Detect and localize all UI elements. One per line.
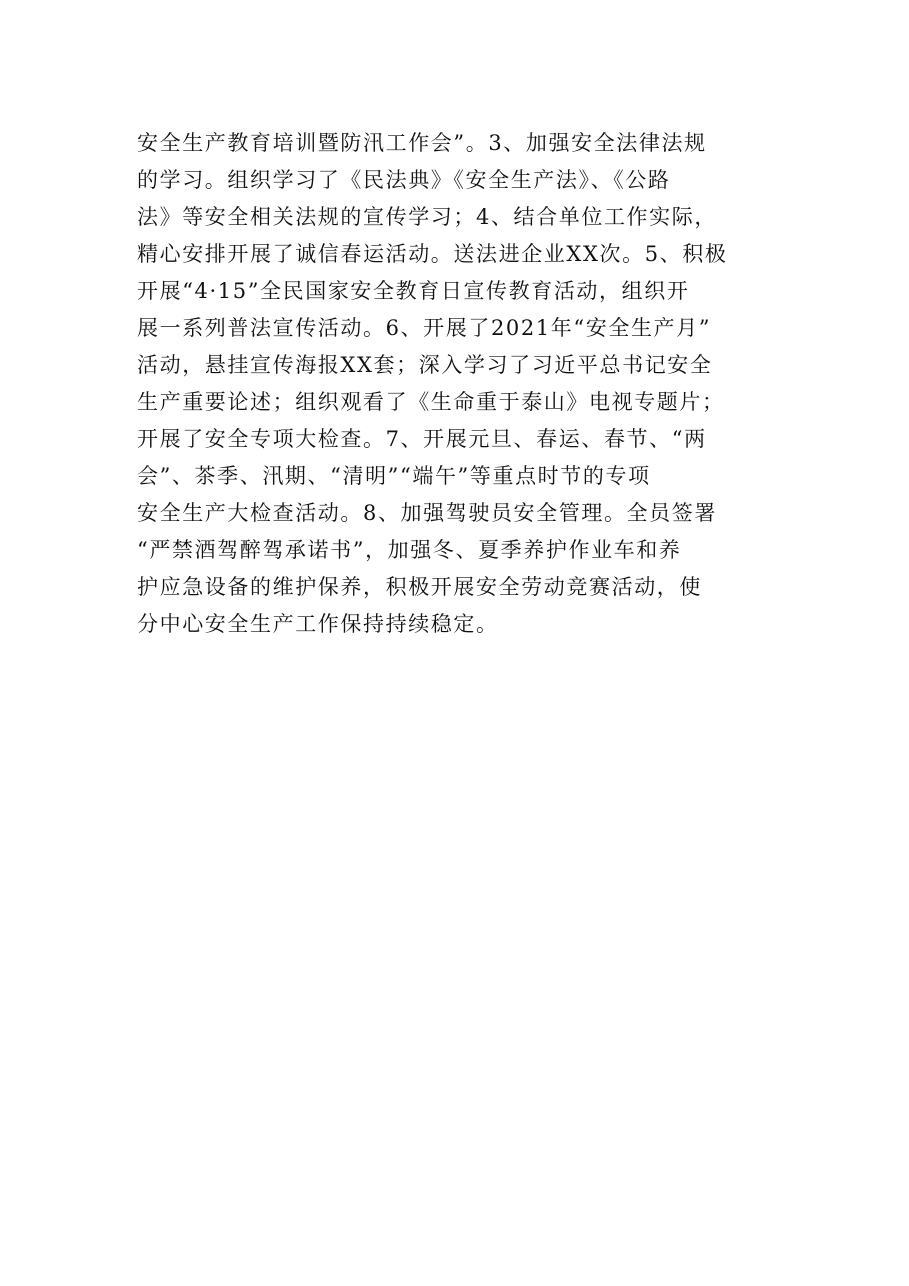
text-line: 会”、茶季、汛期、“清明”“端午”等重点时节的专项 xyxy=(137,464,651,488)
text-line: 的学习。组织学习了《民法典》《安全生产法》、《公路 xyxy=(137,168,671,192)
text-line: 安全生产大检查活动。8、加强驾驶员安全管理。全员签署 xyxy=(137,501,717,525)
text-line: 展一系列普法宣传活动。6、开展了2021年“安全生产月” xyxy=(137,316,712,340)
text-line: 生产重要论述；组织观看了《生命重于泰山》电视专题片； xyxy=(137,390,725,414)
text-line: “严禁酒驾醉驾承诺书”，加强冬、夏季养护作业车和养 xyxy=(137,538,682,562)
text-line: 分中心安全生产工作保持持续稳定。 xyxy=(137,612,499,636)
text-line: 护应急设备的维护保养，积极开展安全劳动竞赛活动，使 xyxy=(137,575,702,599)
body-paragraph xyxy=(137,125,777,643)
text-line: 开展“4·15”全民国家安全教育日宣传教育活动，组织开 xyxy=(137,279,690,303)
text-line: 开展了安全专项大检查。7、开展元旦、春运、春节、“两 xyxy=(137,427,707,451)
text-line: 安全生产教育培训暨防汛工作会”。3、加强安全法律法规 xyxy=(137,131,707,155)
text-line: 法》等安全相关法规的宣传学习；4、结合单位工作实际， xyxy=(137,205,717,229)
text-line: 精心安排开展了诚信春运活动。送法进企业XX次。5、积极 xyxy=(137,242,728,266)
text-line: 活动，悬挂宣传海报XX套；深入学习了习近平总书记安全 xyxy=(137,353,713,377)
